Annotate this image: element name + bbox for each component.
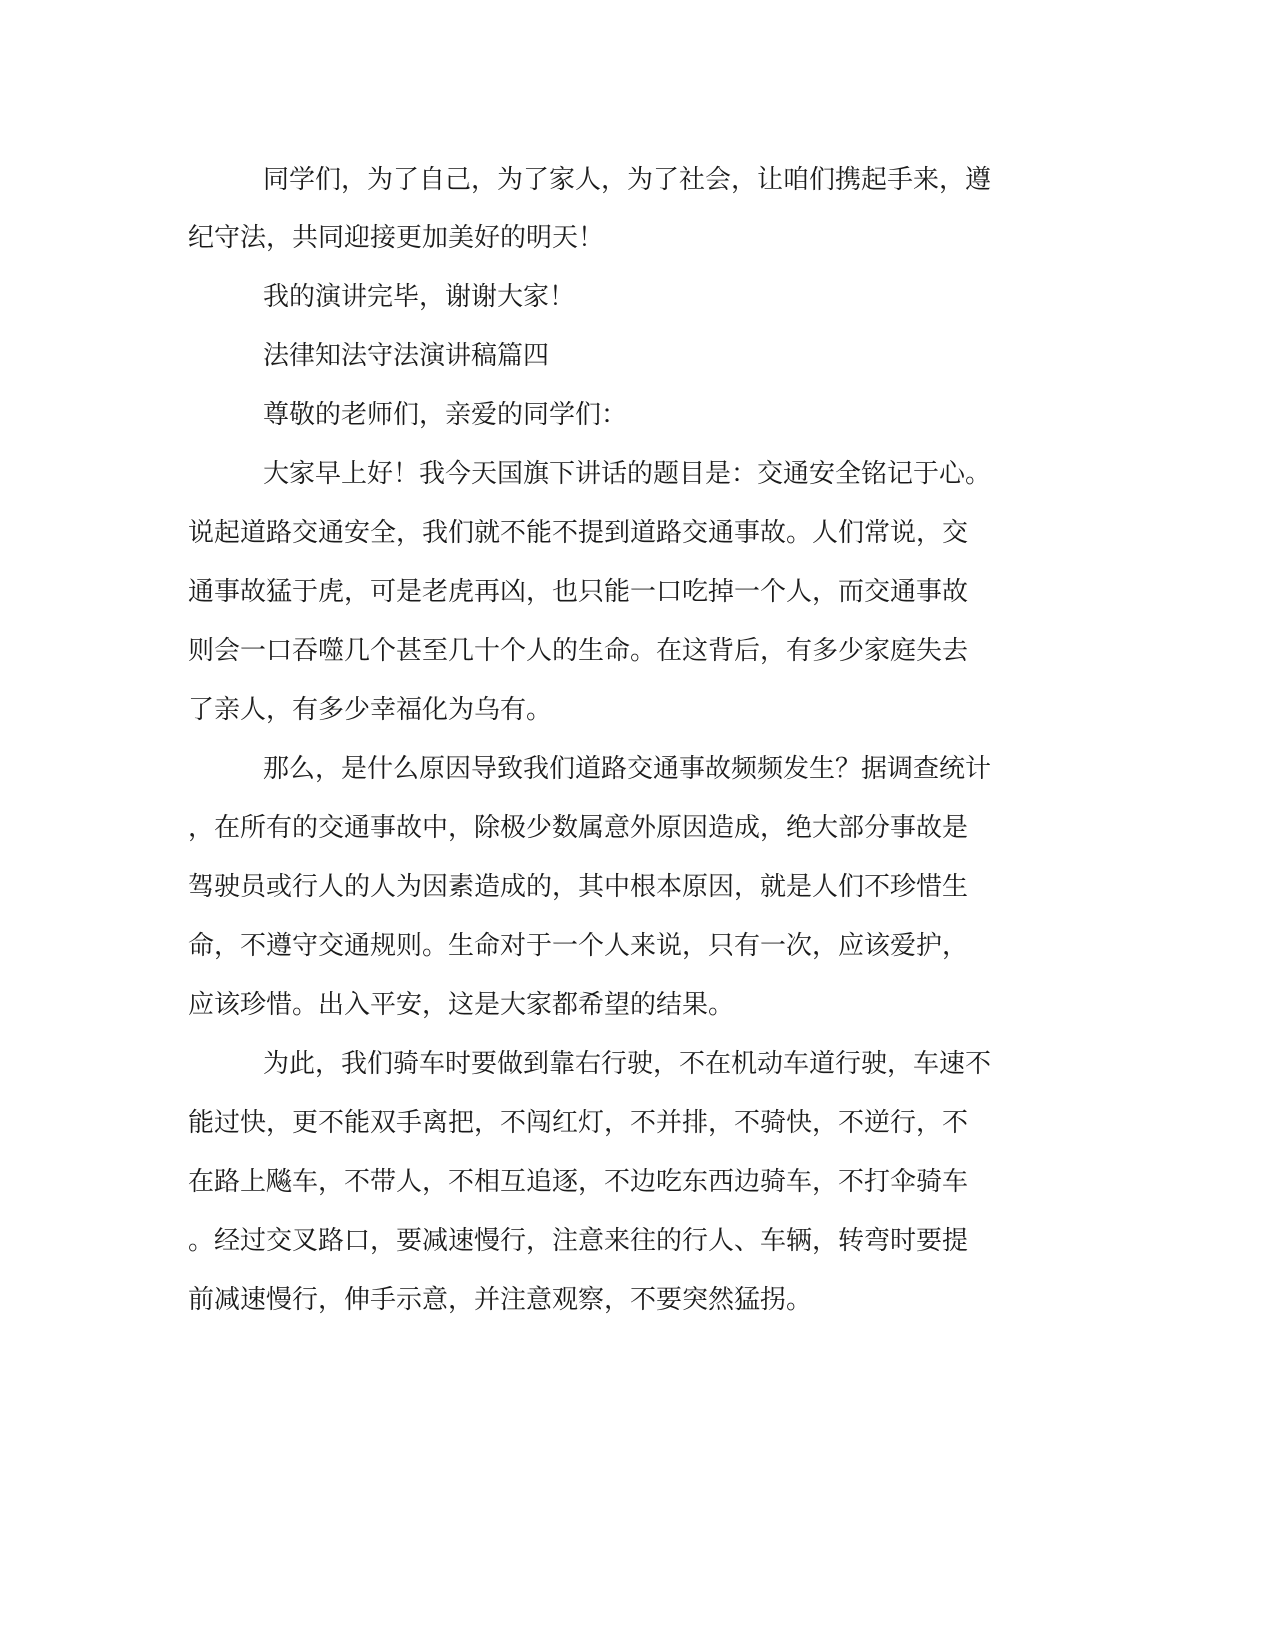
- paragraph-line: 应该珍惜。出入平安，这是大家都希望的结果。: [188, 990, 735, 1020]
- paragraph-line: 同学们，为了自己，为了家人，为了社会，让咱们携起手来，遵: [263, 165, 992, 195]
- paragraph-line: 说起道路交通安全，我们就不能不提到道路交通事故。人们常说，交: [188, 518, 969, 548]
- paragraph-line: 纪守法，共同迎接更加美好的明天！: [188, 223, 605, 253]
- paragraph-line: 了亲人，有多少幸福化为乌有。: [188, 695, 553, 725]
- paragraph-line: 前减速慢行，伸手示意，并注意观察，不要突然猛拐。: [188, 1285, 813, 1315]
- paragraph-line: 大家早上好！我今天国旗下讲话的题目是：交通安全铭记于心。: [263, 459, 992, 489]
- paragraph-line: 能过快，更不能双手离把，不闯红灯，不并排，不骑快，不逆行，不: [188, 1108, 969, 1138]
- paragraph-line: ，在所有的交通事故中，除极少数属意外原因造成，绝大部分事故是: [188, 813, 969, 843]
- paragraph-line: 驾驶员或行人的人为因素造成的，其中根本原因，就是人们不珍惜生: [188, 872, 969, 902]
- paragraph-line: 为此，我们骑车时要做到靠右行驶，不在机动车道行驶，车速不: [263, 1049, 992, 1079]
- salutation: 尊敬的老师们，亲爱的同学们：: [263, 400, 628, 430]
- paragraph-line: 在路上飚车，不带人，不相互追逐，不边吃东西边骑车，不打伞骑车: [188, 1167, 969, 1197]
- paragraph-line: 那么，是什么原因导致我们道路交通事故频频发生？据调查统计: [263, 754, 992, 784]
- paragraph-line: 通事故猛于虎，可是老虎再凶，也只能一口吃掉一个人，而交通事故: [188, 577, 969, 607]
- paragraph-line: 。经过交叉路口，要减速慢行，注意来往的行人、车辆，转弯时要提: [188, 1226, 969, 1256]
- paragraph-line: 则会一口吞噬几个甚至几十个人的生命。在这背后，有多少家庭失去: [188, 636, 969, 666]
- paragraph-line: 命，不遵守交通规则。生命对于一个人来说，只有一次，应该爱护，: [188, 931, 969, 961]
- section-heading: 法律知法守法演讲稿篇四: [263, 341, 550, 371]
- paragraph-line: 我的演讲完毕，谢谢大家！: [263, 282, 576, 312]
